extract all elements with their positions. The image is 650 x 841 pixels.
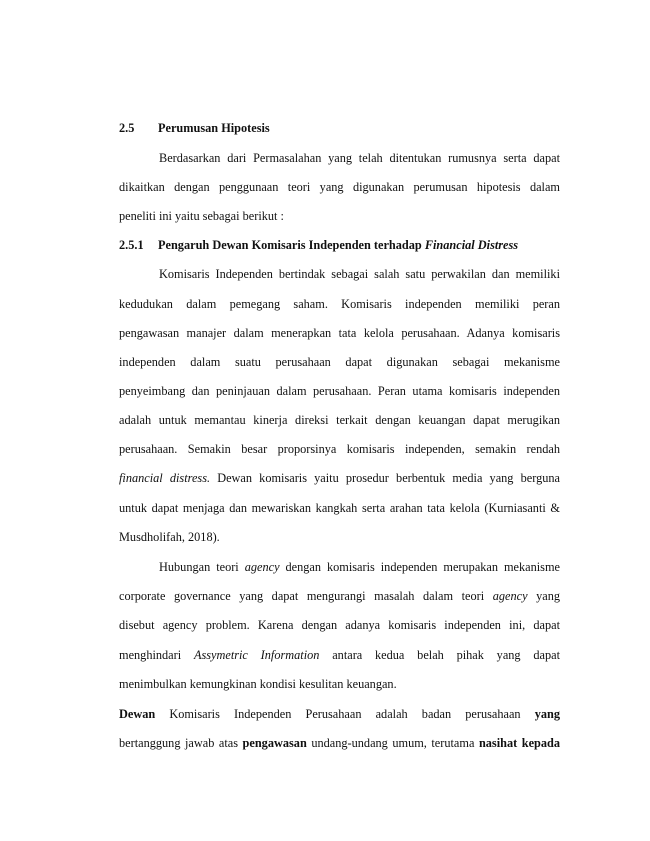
paragraph-line: Musdholifah, 2018).: [119, 530, 220, 544]
paragraph-line: menimbulkan kemungkinan kondisi kesulitan keuangan.: [119, 677, 397, 691]
text-run: yang: [527, 589, 560, 603]
section-number: 2.5.1: [119, 238, 144, 252]
text-run: Dewan komisaris yaitu prosedur berbentuk media yang berguna: [210, 471, 560, 485]
paragraph-line: disebut agency problem. Karena dengan adanya komisaris independen ini, dapat: [119, 618, 560, 632]
paragraph-line: [119, 588, 560, 604]
text-run: dengan komisaris independen merupakan mekanisme: [279, 560, 560, 574]
italic-term: financial distress.: [119, 471, 211, 485]
paragraph-line: Komisaris Independen bertindak sebagai salah satu perwakilan dan memiliki: [159, 267, 560, 281]
text-run: menghindari: [119, 648, 194, 662]
paragraph-line: dikaitkan dengan penggunaan teori yang digunakan perumusan hipotesis dalam: [119, 180, 560, 194]
text-run: antara kedua belah pihak yang dapat: [319, 648, 560, 662]
paragraph-line: [119, 470, 560, 486]
italic-term: Assymetric Information: [193, 648, 320, 662]
paragraph-line: peneliti ini yaitu sebagai berikut :: [119, 209, 284, 223]
section-title: Perumusan Hipotesis: [158, 121, 270, 135]
paragraph-line: [119, 706, 560, 722]
paragraph-line: [119, 735, 560, 751]
text-run: undang-undang umum, terutama: [306, 736, 479, 750]
section-heading-2-5-1: [119, 237, 560, 253]
bold-word: Dewan: [119, 707, 156, 721]
paragraph-line: pengawasan manajer dalam menerapkan tata kelola perusahaan. Adanya komisaris: [119, 326, 560, 340]
section-title-italic: Financial Distress: [424, 238, 519, 252]
italic-term: agency: [492, 589, 528, 603]
paragraph-line: [159, 559, 560, 575]
paragraph-line: kedudukan dalam pemegang saham. Komisaris independen memiliki peran: [119, 297, 560, 311]
paragraph-line: adalah untuk memantau kinerja direksi terkait dengan keuangan dapat merugikan: [119, 413, 560, 427]
section-heading-2-5: [119, 120, 560, 136]
paragraph-line: perusahaan. Semakin besar proporsinya komisaris independen, semakin rendah: [119, 442, 560, 456]
bold-word: yang: [534, 707, 560, 721]
text-run: Hubungan teori: [159, 560, 245, 574]
italic-term: agency: [244, 560, 280, 574]
text-run: Komisaris Independen Perusahaan adalah badan perusahaan: [155, 707, 535, 721]
section-title: Pengaruh Dewan Komisaris Independen terhadap: [158, 238, 425, 252]
paragraph-line: independen dalam suatu perusahaan dapat digunakan sebagai mekanisme: [119, 355, 560, 369]
paragraph-line: Berdasarkan dari Permasalahan yang telah ditentukan rumusnya serta dapat: [159, 151, 560, 165]
bold-word: nasihat kepada: [478, 736, 561, 750]
text-run: corporate governance yang dapat mengurangi masalah dalam teori: [119, 589, 493, 603]
paragraph-line: penyeimbang dan peninjauan dalam perusahaan. Peran utama komisaris independen: [119, 384, 560, 398]
paragraph-line: [119, 647, 560, 663]
section-number: 2.5: [119, 121, 135, 135]
paragraph-line: untuk dapat menjaga dan mewariskan kangkah serta arahan tata kelola (Kurniasanti &: [119, 501, 560, 515]
text-run: bertanggung jawab atas: [119, 736, 243, 750]
bold-word: pengawasan: [242, 736, 307, 750]
